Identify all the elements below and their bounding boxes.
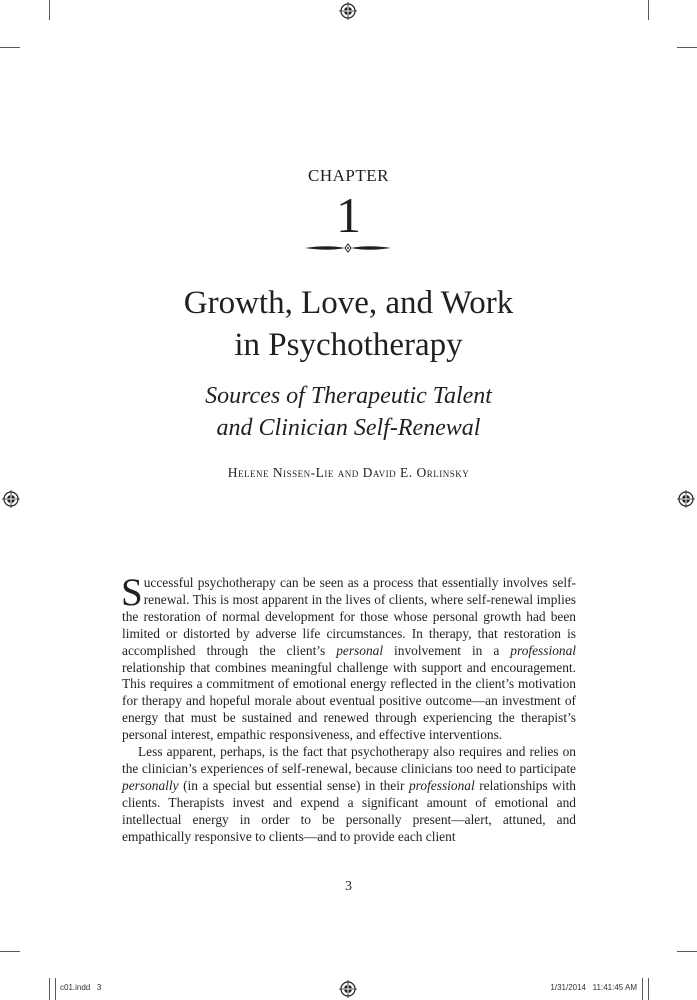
registration-mark-icon [339, 980, 357, 998]
crop-mark-left-top [0, 47, 20, 48]
slug-timestamp: 1/31/2014 11:41:45 AM [550, 983, 637, 992]
crop-mark-top-right [648, 0, 649, 20]
emphasis: personal [336, 642, 384, 658]
crop-mark-left-bottom [0, 951, 20, 952]
crop-mark-top-left [49, 0, 50, 20]
text-run: relationship that combines meaningful challenge with support and encouragement. This requires a commitment of emotional energy reflected in the client’s motivation for therapy and hopeful morale about eventual positive outcome—an investment of energy that must be sustained and renewed through experiencing the therapist’s personal interest, empathic responsiveness, and effective interventions. [122, 659, 576, 743]
chapter-subtitle [0, 380, 697, 444]
slug-rule-left [55, 978, 56, 1000]
registration-mark-icon [339, 2, 357, 20]
emphasis: professional [408, 777, 475, 793]
ornament-divider-icon [305, 241, 391, 253]
emphasis: professional [510, 642, 576, 658]
chapter-subtitle-line: Sources of Therapeutic Talent [205, 383, 492, 409]
chapter-number: 1 [336, 187, 361, 243]
drop-cap: S [121, 571, 143, 614]
registration-mark-icon [677, 490, 695, 508]
slug-filename: c01.indd 3 [60, 983, 102, 992]
text-run: (in a special but essential sense) in their [178, 777, 409, 793]
crop-mark-bottom-right [648, 978, 649, 1000]
registration-mark-icon [2, 490, 20, 508]
chapter-title-line: in Psychotherapy [234, 327, 463, 363]
emphasis: personally [122, 777, 179, 793]
page-number: 3 [345, 879, 352, 894]
crop-mark-right-top [677, 47, 697, 48]
crop-mark-right-bottom [677, 951, 697, 952]
chapter-title-line: Growth, Love, and Work [183, 285, 514, 321]
chapter-subtitle-line: and Clinician Self-Renewal [216, 415, 481, 441]
paragraph [122, 744, 576, 845]
text-run: Less apparent, perhaps, is the fact that psychotherapy also requires and relies on the clinician’s experiences of self-renewal, because clinicians too need to participate [122, 744, 576, 776]
slug-rule-right [642, 978, 643, 1000]
text-run: involvement in a [383, 642, 511, 658]
body-text [121, 571, 576, 846]
chapter-title [0, 282, 697, 366]
text-run: uccessful psychotherapy can be seen as a process that essentially involves self-renewal. This is most apparent in the lives of clients, where self-renewal implies the restoration of normal development for those whose personal growth had been limited or distorted by adverse life circumstances. In therapy, that restoration is accomplished through the client’s [122, 575, 576, 658]
chapter-label: CHAPTER [308, 166, 389, 185]
chapter-authors: Helene Nissen-Lie and David E. Orlinsky [227, 465, 470, 480]
crop-mark-bottom-left [49, 978, 50, 1000]
paragraph [121, 571, 576, 744]
text-run: relationships with clients. Therapists invest and expend a significant amount of emotional and intellectual energy in order to be personally present—alert, attuned, and empathically responsive to clients—and to provide each client [122, 777, 576, 844]
